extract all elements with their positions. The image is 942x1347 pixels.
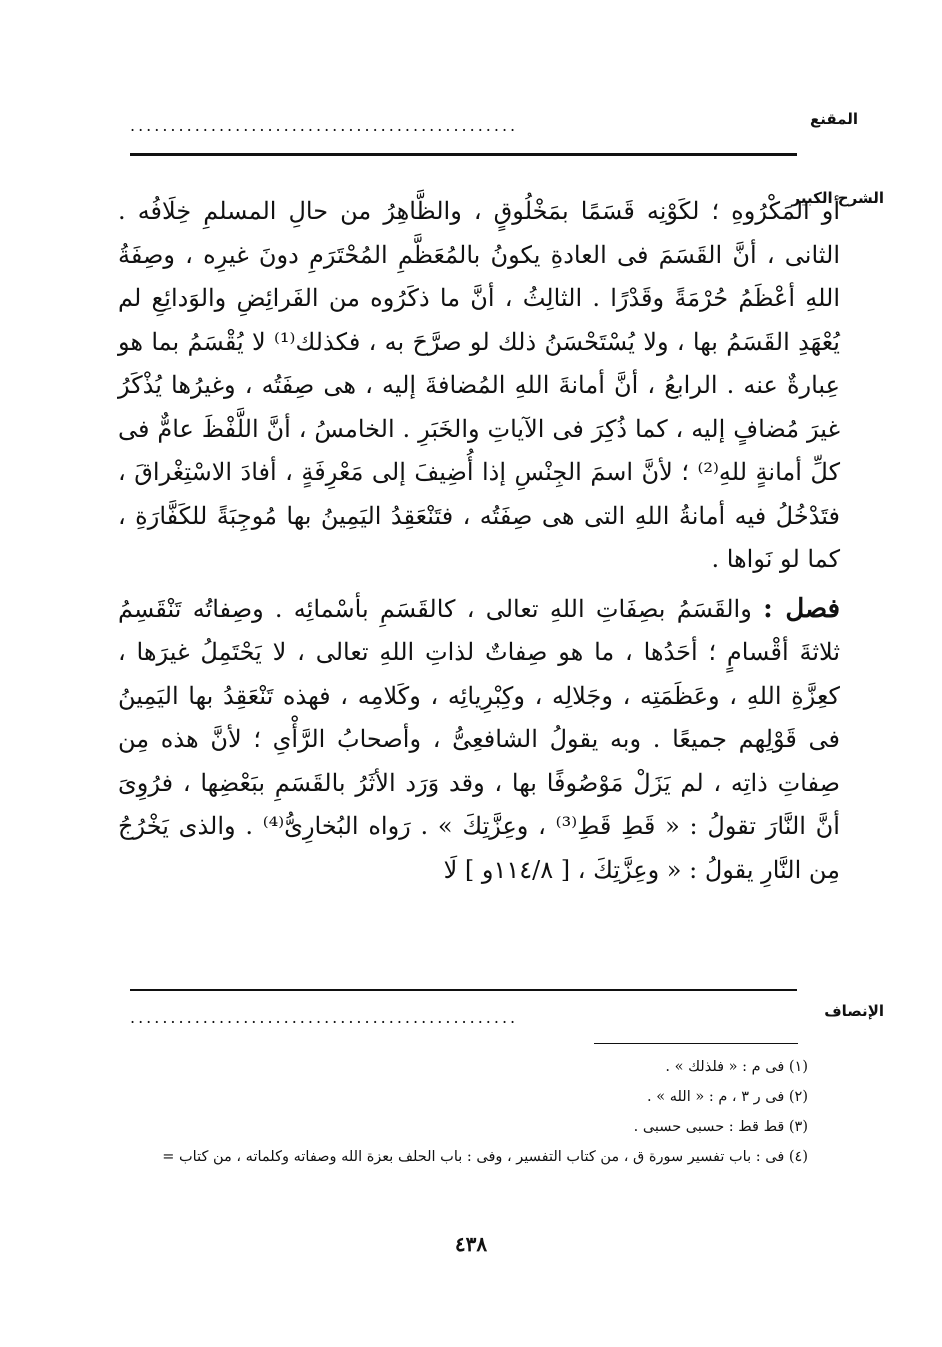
insaf-dotted-line: ................................................ (130, 1008, 519, 1027)
footnote-separator (594, 1043, 798, 1044)
main-text (118, 190, 840, 892)
footnote-4: (٤) فى : باب تفسير سورة ق ، من كتاب التفسير ، وفى : باب الحلف بعزة الله وصفاته وكلماته ، من كتاب = (162, 1149, 808, 1165)
margin-label-sharh-kabir: الشرح الكبير (791, 189, 884, 207)
margin-label-insaf: الإنصاف (824, 1002, 884, 1020)
footnote-2: (٢) فى ر ٣ ، م : « الله » . (647, 1089, 808, 1105)
fasl-heading: فصل : (763, 593, 841, 624)
paragraph-2-text: والقَسَمُ بصِفَاتِ اللهِ تعالى ، كالقَسَمِ بأسْمائِه . وصِفاتُه تَنْقَسِمُ ثلاثةَ أقْسامٍ ؛ أحَدُها ، ما هو صِفاتٌ لذاتِ اللهِ تعالى ، لا يَحْتَمِلُ غيرَها ، كعِزَّةِ اللهِ ، وعَظَمَتِه ، وجَلالِه ، وكِبْرِيائِه ، وكَلامِه ، فهذه تَنْعَقِدُ بها اليَمِينُ فى قَوْلِهم جميعًا . وبه يقولُ الشافعِىُّ ، وأصحابُ الرَّأْىِ ؛ لأنَّ هذه مِن صِفاتِ ذاتِه ، لم يَزَلْ مَوْصُوفًا بها ، وقد وَرَد الأثَرُ بالقَسَمِ ببَعْضِها ، فرُوِىَ أنَّ النَّارَ تقولُ : « قَطِ قَطِ⁽³⁾ ، وعِزَّتِكَ » . رَواه البُخارِىُّ⁽⁴⁾ . والذى يَخْرُجُ مِن النَّارِ يقولُ : « وعِزَّتِكَ ، [ ١١٤/٨و ] لَا (118, 594, 840, 884)
header-rule (130, 153, 797, 156)
running-header-title: المقنع (810, 110, 858, 128)
insaf-rule (130, 989, 797, 991)
footnotes (108, 1052, 808, 1172)
header-dotted-line: ................................................ (130, 116, 519, 135)
footnote-1: (١) فى م : « فلذلك » . (665, 1059, 808, 1075)
paragraph-2 (118, 588, 840, 893)
paragraph-1: أو المَكْرُوهِ ؛ لكَوْنِه قَسَمًا بمَخْلُوقٍ ، والظَّاهِرُ من حالِ المسلمِ خِلَافُه . الثانى ، أنَّ القَسَمَ فى العادةِ يكونُ بالمُعَظَّمِ المُحْتَرَمِ دونَ غيرِه ، وصِفَةُ اللهِ أعْظَمُ حُرْمَةً وقَدْرًا . الثالِثُ ، أنَّ ما ذكَرُوه من الفَرائِضِ والوَدائِعِ لم يُعْهَدِ القَسَمُ بها ، ولا يُسْتَحْسَنُ ذلك لو صرَّحَ به ، فكذلك⁽¹⁾ لا يُقْسَمُ بما هو عِبارةٌ عنه . الرابعُ ، أنَّ أمانةَ اللهِ المُضافةَ إليه ، هى صِفَتُه ، وغيرُها يُذْكَرُ غيرَ مُضافٍ إليه ، كما ذُكِرَ فى الآياتِ والخَبَرِ . الخامسُ ، أنَّ اللَّفْظَ عامٌّ فى كلِّ أمانةٍ للهِ⁽²⁾ ؛ لأنَّ اسمَ الجِنْسِ إذا أُضِيفَ إلى مَعْرِفَةٍ ، أفادَ الاسْتِغْراقَ ، فتَدْخُلُ فيه أمانةُ اللهِ التى هى صِفَتُه ، فتَنْعَقِدُ اليَمِينُ بها مُوجِبَةً للكَفَّارَةِ ، كما لو نَواها . (118, 197, 841, 573)
footnote-3: (٣) قط قط : حسبى حسبى . (633, 1119, 808, 1135)
page-number: ٤٣٨ (454, 1232, 488, 1256)
